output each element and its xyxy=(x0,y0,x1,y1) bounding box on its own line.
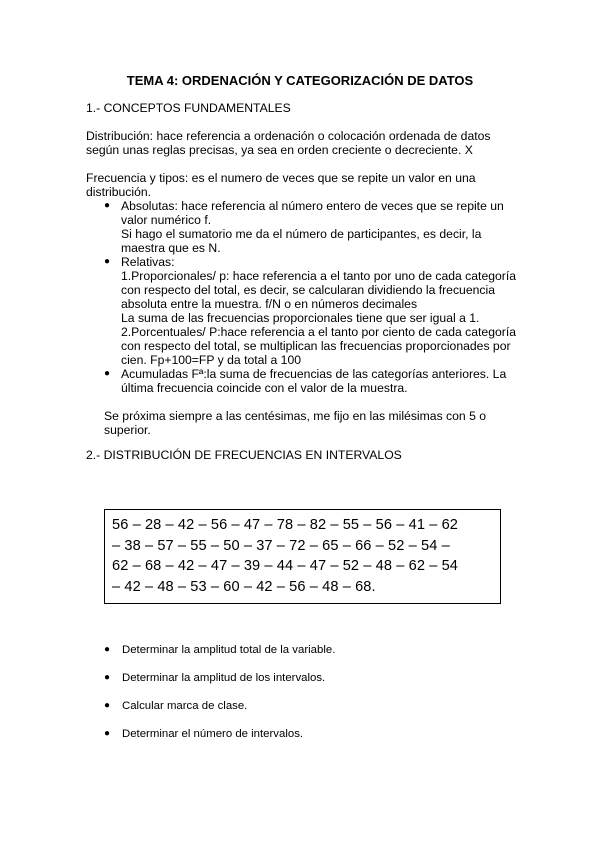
bullet-absolutas xyxy=(121,199,521,255)
data-values-box xyxy=(104,509,501,604)
bullet-dot-icon: ● xyxy=(104,368,111,379)
bullet-dot-icon: ● xyxy=(104,256,111,267)
section-1-heading: 1.- CONCEPTOS FUNDAMENTALES xyxy=(86,101,291,115)
bullet-line: Si hago el sumatorio me da el número de participantes, es decir, la xyxy=(121,227,482,241)
bullet-line: Relativas: xyxy=(121,255,175,269)
data-line: 62 – 68 – 42 – 47 – 39 – 44 – 47 – 52 – 48 – 62 – 54 xyxy=(112,558,459,574)
frecuencia-line-2: distribución. xyxy=(86,185,152,199)
bullet-dot-icon: ● xyxy=(104,700,111,711)
task-item: Calcular marca de clase. xyxy=(122,700,248,712)
bullet-line: Acumuladas Fª:la suma de frecuencias de las categorías anteriores. La xyxy=(121,367,507,381)
section-2-heading: 2.- DISTRIBUCIÓN DE FRECUENCIAS EN INTERVALOS xyxy=(86,448,402,462)
bullet-acumuladas xyxy=(121,367,521,395)
bullet-relativas xyxy=(121,255,521,367)
bullet-line: absoluta entre la muestra. f/N o en números decimales xyxy=(121,297,418,311)
bullet-dot-icon: ● xyxy=(104,200,111,211)
task-item: Determinar el número de intervalos. xyxy=(122,728,304,740)
rounding-line-2: superior. xyxy=(104,423,151,437)
rounding-line-1: Se próxima siempre a las centésimas, me fijo en las milésimas con 5 o xyxy=(104,409,487,423)
bullet-dot-icon: ● xyxy=(104,672,111,683)
bullet-line: La suma de las frecuencias proporcionales tiene que ser igual a 1. xyxy=(121,311,480,325)
bullet-line: con respecto del total, es decir, se calcularan dividiendo la frecuencia xyxy=(121,283,495,297)
page-title: TEMA 4: ORDENACIÓN Y CATEGORIZACIÓN DE DATOS xyxy=(126,73,474,88)
distribucion-line-2: según unas reglas precisas, ya sea en orden creciente o decreciente. X xyxy=(86,143,473,157)
bullet-line: valor numérico f. xyxy=(121,213,212,227)
frecuencia-line-1: Frecuencia y tipos: es el numero de veces que se repite un valor en una xyxy=(86,171,476,185)
bullet-line: 2.Porcentuales/ P:hace referencia a el tanto por ciento de cada categoría xyxy=(121,325,516,339)
bullet-line: maestra que es N. xyxy=(121,241,221,255)
data-line: – 38 – 57 – 55 – 50 – 37 – 72 – 65 – 66 – 52 – 54 – xyxy=(112,537,450,554)
bullet-line: última frecuencia coincide con el valor de la muestra. xyxy=(121,381,408,395)
frecuencia-paragraph xyxy=(86,171,526,199)
distribucion-paragraph xyxy=(86,129,526,157)
data-line: – 42 – 48 – 53 – 60 – 42 – 56 – 48 – 68. xyxy=(112,578,376,595)
task-item: Determinar la amplitud total de la variable. xyxy=(122,644,336,656)
bullet-line: cien. Fp+100=FP y da total a 100 xyxy=(121,353,302,367)
data-line: 56 – 28 – 42 – 56 – 47 – 78 – 82 – 55 – 56 – 41 – 62 xyxy=(112,517,459,533)
task-item: Determinar la amplitud de los intervalos. xyxy=(122,672,326,684)
bullet-line: con respecto del total, se multiplican las frecuencias proporcionades por xyxy=(121,339,511,353)
bullet-dot-icon: ● xyxy=(104,644,111,655)
rounding-paragraph xyxy=(104,409,514,437)
distribucion-line-1: Distribución: hace referencia a ordenación o colocación ordenada de datos xyxy=(86,129,491,143)
bullet-dot-icon: ● xyxy=(104,728,111,739)
bullet-line: 1.Proporcionales/ p: hace referencia a el tanto por uno de cada categoría xyxy=(121,269,516,283)
bullet-line: Absolutas: hace referencia al número entero de veces que se repite un xyxy=(121,199,504,213)
